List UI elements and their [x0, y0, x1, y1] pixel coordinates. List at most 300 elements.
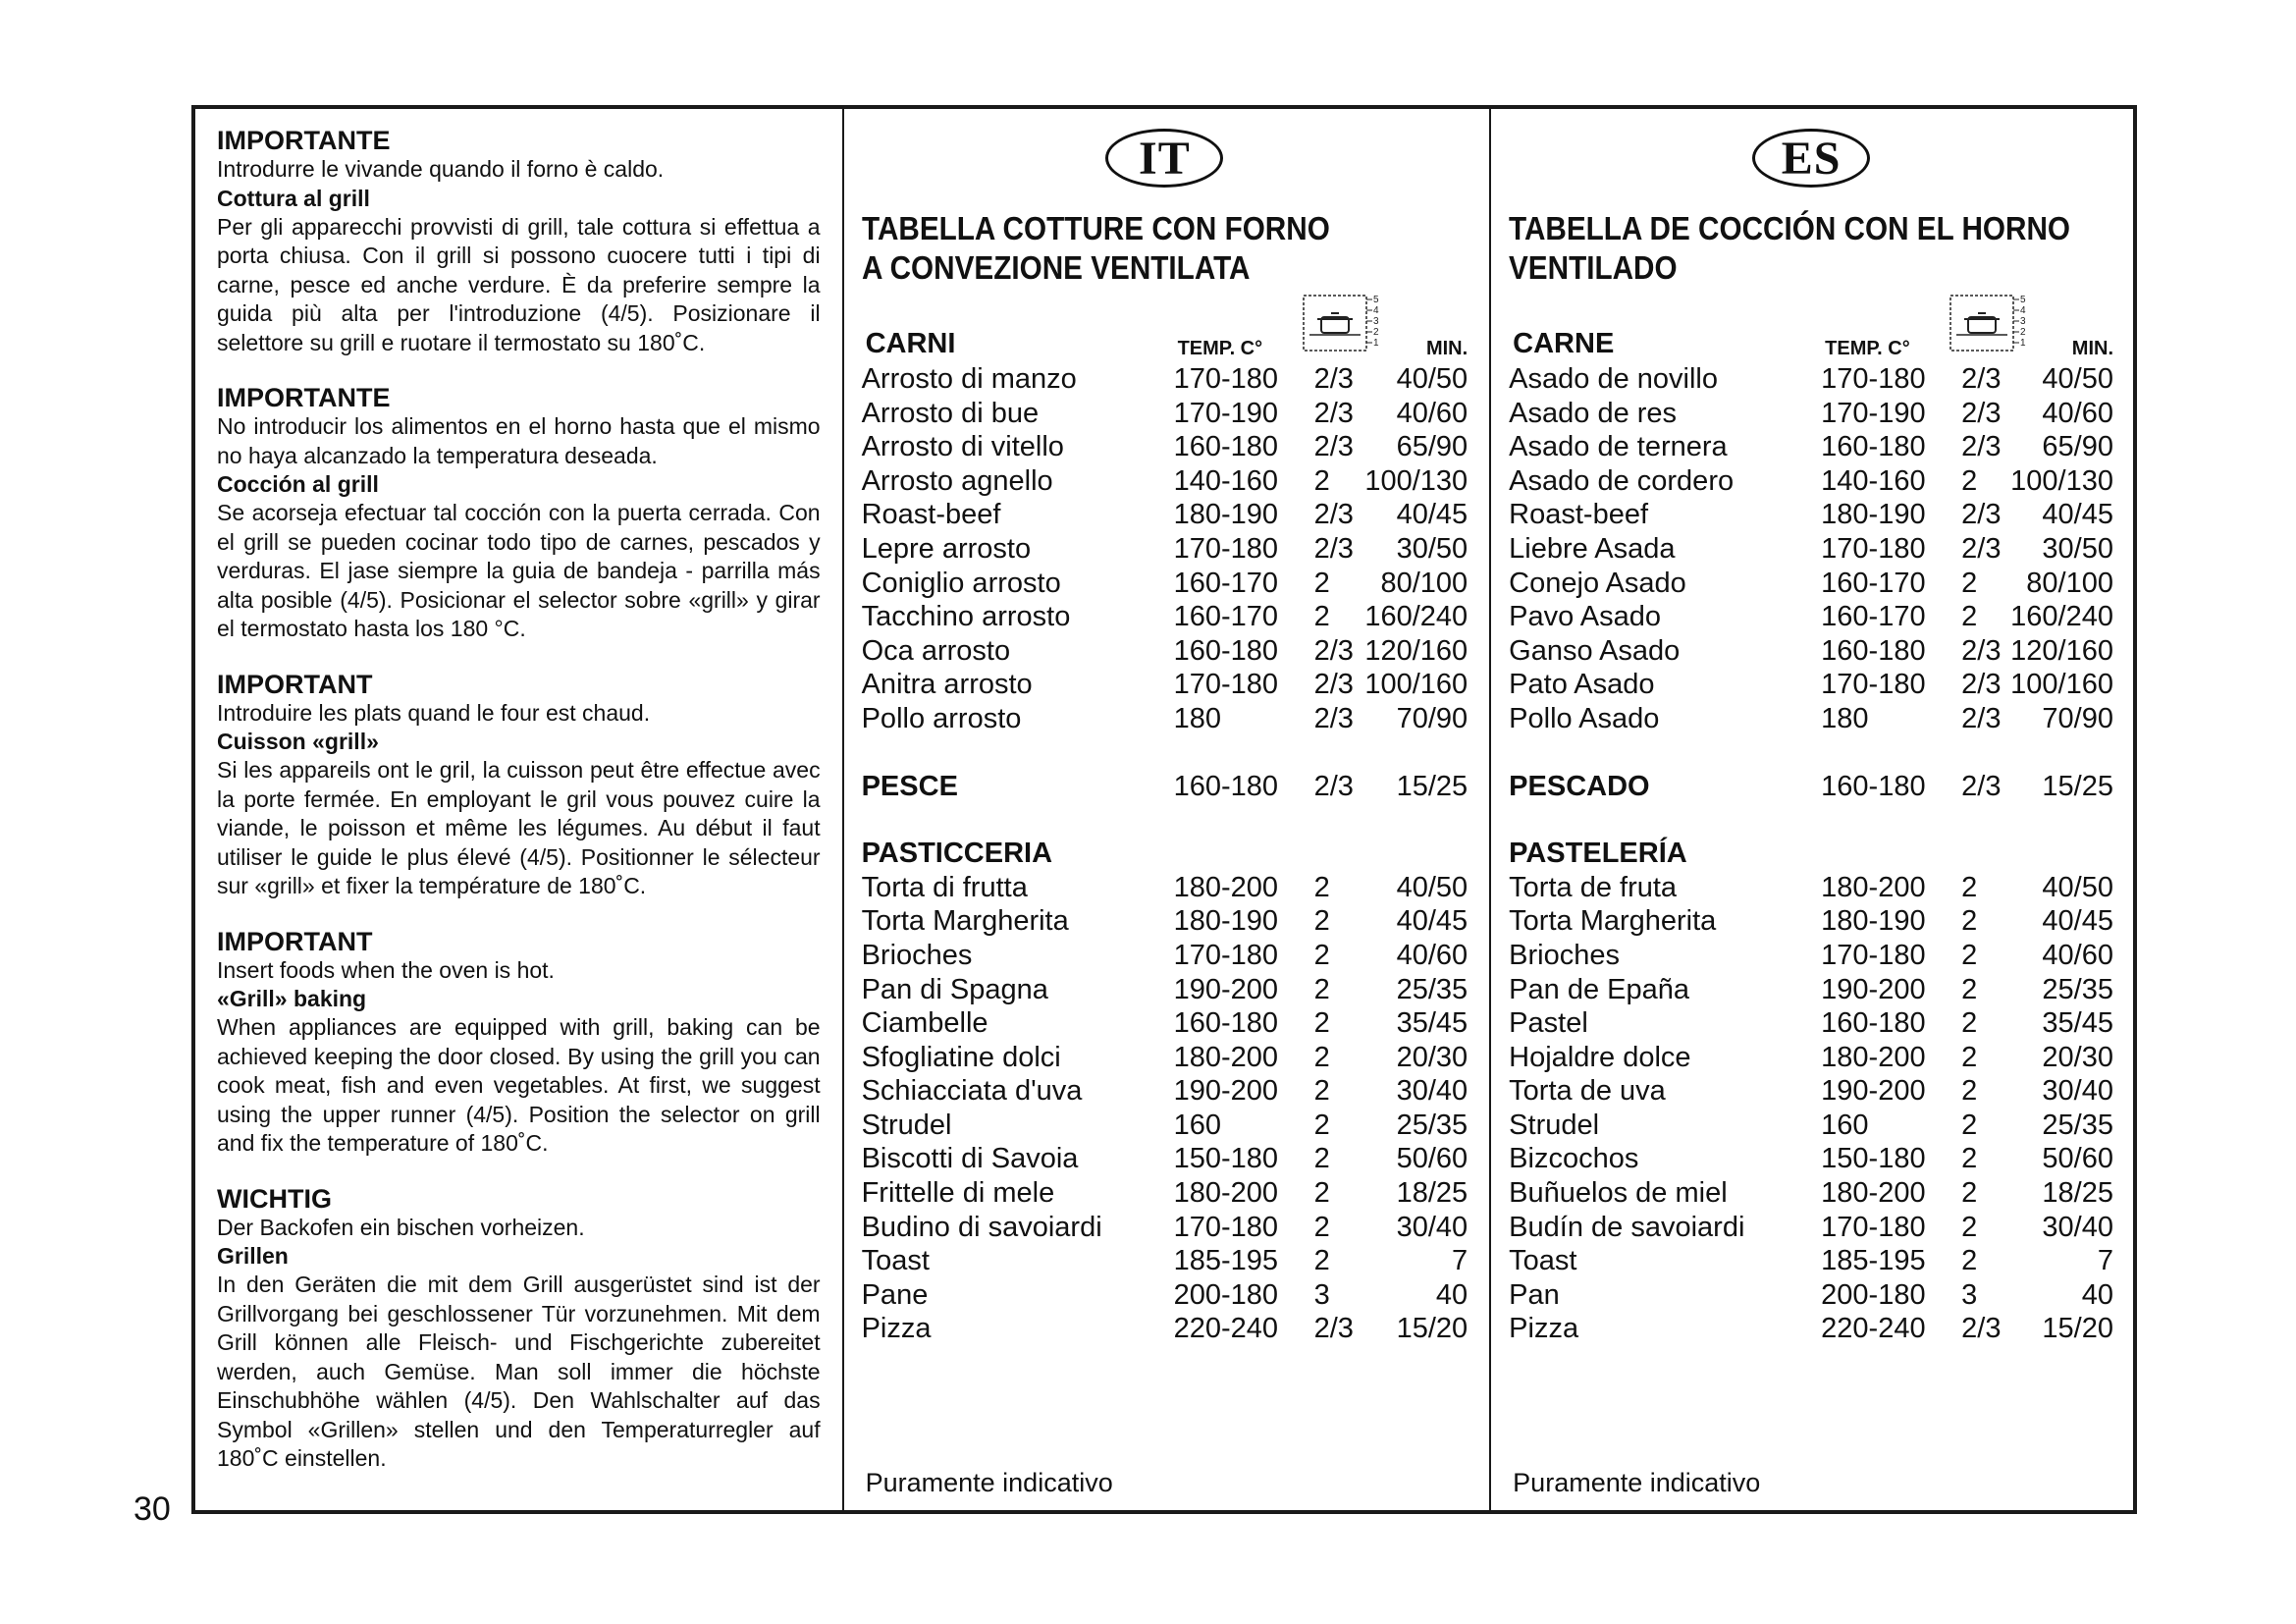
dish-name: Arrosto di bue [861, 397, 1040, 429]
table-title-es [1509, 209, 2112, 288]
table-row [862, 973, 1468, 1007]
table-row [1509, 1312, 2113, 1346]
section-subheading: Cocción al grill [217, 471, 379, 497]
table-row [862, 1074, 1468, 1109]
section-intro: Introduire les plats quand le four est chaud. [217, 699, 651, 726]
section-heading: WICHTIG [217, 1183, 332, 1214]
temperature: 150-180 [1173, 1143, 1279, 1175]
table-row [1509, 567, 2113, 601]
dish-name: Budín de savoiardi [1509, 1211, 1745, 1243]
shelf-level: 2 [1961, 1109, 1978, 1141]
minutes: 40 [2081, 1278, 2113, 1311]
minutes: 20/30 [2042, 1041, 2113, 1073]
minutes: 7 [2097, 1245, 2113, 1277]
shelf-level: 2/3 [1313, 499, 1354, 531]
shelf-level: 2/3 [1313, 1313, 1354, 1345]
minutes: 35/45 [2042, 1007, 2113, 1040]
table-row [862, 634, 1468, 669]
page-number: 30 [133, 1490, 171, 1528]
title-line: A CONVEZIONE VENTILATA [861, 249, 1251, 286]
minutes: 40/50 [2042, 363, 2113, 395]
section-text: When appliances are equipped with grill, baking can be achieved keeping the door closed. By using the grill you can cook meat, fish and even vegetables. At first, we suggest using the upper runner (4/5). Position the selector on grill and fix the temperature of 180˚C. [217, 1014, 821, 1156]
instructions-column [195, 109, 844, 1510]
table-row [862, 1041, 1468, 1075]
table-row [862, 600, 1468, 634]
section-heading: IMPORTANT [217, 926, 373, 956]
shelf-level: 2 [1961, 601, 1978, 633]
temperature: 180-200 [1821, 1177, 1926, 1210]
table-row [862, 567, 1468, 601]
section-heading: IMPORTANTE [217, 126, 391, 155]
minutes: 40/50 [1396, 363, 1468, 395]
temperature: 160-180 [1173, 1007, 1279, 1040]
table-row [1509, 532, 2113, 567]
table-row [1509, 634, 2113, 669]
temperature: 200-180 [1173, 1278, 1279, 1311]
dish-name: Bizcochos [1509, 1143, 1639, 1175]
dish-name: Sfogliatine dolci [861, 1041, 1061, 1073]
table-row [862, 1109, 1468, 1143]
indicative-note-es: Puramente indicativo [1513, 1468, 1761, 1497]
fish-row [862, 770, 1468, 804]
minutes: 40/50 [1396, 871, 1468, 903]
table-row [862, 1142, 1468, 1176]
section-text: In den Geräten die mit dem Grill ausgerüstet sind ist der Grillvorgang bei geschlossener Tür vorzunehmen. Mit dem Grill können alle Fleisch- und Fischgerichte zubereitet werden, auch Gemüse. Man soll immer die höchste Einschubhöhe wählen (4/5). Den Wahlschalter auf das Symbol «Grillen» stellen und den Temperaturregler auf 180˚C einstellen. [217, 1272, 821, 1471]
temperature: 170-180 [1821, 1211, 1926, 1243]
minutes: 50/60 [1396, 1143, 1468, 1175]
shelf-level: 2 [1961, 939, 1978, 971]
temperature: 190-200 [1821, 973, 1926, 1005]
table-row [1509, 1278, 2113, 1313]
temperature: 170-180 [1173, 1211, 1279, 1243]
spanish-table-column [1491, 109, 2133, 1510]
dish-name: Hojaldre dolce [1509, 1041, 1691, 1073]
shelf-level: 2/3 [1313, 397, 1354, 429]
temperature: 170-180 [1173, 669, 1279, 701]
dish-name: Tacchino arrosto [861, 601, 1071, 633]
table-row [1509, 1176, 2113, 1211]
table-row [862, 1211, 1468, 1245]
shelf-level: 2 [1313, 939, 1330, 971]
shelf-level: 2 [1313, 905, 1330, 938]
dish-name: Ciambelle [861, 1007, 988, 1040]
temperature: 190-200 [1173, 973, 1279, 1005]
temperature: 160 [1173, 1109, 1221, 1141]
dish-name: Schiacciata d'uva [861, 1075, 1083, 1108]
shelf-level: 2/3 [1961, 499, 2002, 531]
temperature: 190-200 [1821, 1075, 1926, 1108]
temperature: 180-200 [1173, 1041, 1279, 1073]
temperature: 160-180 [1821, 770, 1926, 802]
shelf-number: 2 [2020, 327, 2026, 338]
section-subheading: Grillen [217, 1243, 289, 1269]
temperature: 160-180 [1821, 634, 1926, 667]
dish-name: Pizza [1509, 1313, 1579, 1345]
temperature: 180-200 [1821, 871, 1926, 903]
temperature: 160-180 [1821, 1007, 1926, 1040]
minutes: 35/45 [1396, 1007, 1468, 1040]
shelf-level: 2 [1961, 464, 1978, 497]
table-row [1509, 904, 2113, 939]
temperature: 170-190 [1821, 397, 1926, 429]
shelf-level: 2/3 [1313, 532, 1354, 565]
fish-row [1509, 770, 2113, 804]
title-line: TABELLA COTTURE CON FORNO [861, 210, 1330, 246]
table-row [1509, 464, 2113, 499]
temperature: 170-180 [1821, 939, 1926, 971]
shelf-level: 2 [1961, 1177, 1978, 1210]
title-line: VENTILADO [1509, 249, 1678, 286]
temperature: 160 [1821, 1109, 1869, 1141]
shelf-level: 2 [1313, 1211, 1330, 1243]
shelf-level: 2 [1961, 871, 1978, 903]
table-row [862, 362, 1468, 397]
instruction-section [217, 1184, 821, 1474]
section-text: Si les appareils ont le gril, la cuisson peut être effectue avec la porte fermée. En employant le gril vous pouvez cuire la viande, le poisson et même les légumes. Au début il faut utiliser le guide le plus élevé (4/5). Positionner le sélecteur sur «grill» et fixer la température de 180˚C. [217, 757, 821, 898]
temperature: 180-200 [1821, 1041, 1926, 1073]
table-row [862, 1244, 1468, 1278]
language-badge-es: ES [1752, 129, 1870, 188]
table-row [862, 1278, 1468, 1313]
dish-name: Arrosto agnello [861, 464, 1053, 497]
minutes: 15/20 [1396, 1313, 1468, 1345]
minutes: 40/45 [1396, 499, 1468, 531]
temperature: 150-180 [1821, 1143, 1926, 1175]
category-carni: CARNI [865, 328, 956, 359]
table-body-es [1509, 362, 2113, 1346]
dish-name: Roast-beef [861, 499, 1001, 531]
dish-name: Pavo Asado [1509, 601, 1661, 633]
shelf-level: 2 [1313, 1245, 1330, 1277]
section-subheading: Cuisson «grill» [217, 729, 379, 754]
shelf-level: 2/3 [1961, 634, 2002, 667]
table-row [1509, 871, 2113, 905]
shelf-number: 2 [1372, 327, 1379, 338]
temperature: 170-180 [1821, 363, 1926, 395]
temperature: 160-180 [1173, 431, 1279, 463]
minutes: 80/100 [2026, 567, 2113, 599]
temperature: 180-190 [1173, 499, 1279, 531]
category-fish: PESCADO [1509, 770, 1650, 802]
dish-name: Lepre arrosto [861, 532, 1032, 565]
dish-name: Pollo Asado [1509, 702, 1660, 734]
temperature: 160-180 [1821, 431, 1926, 463]
shelf-number: 4 [2020, 305, 2026, 316]
shelf-level: 2 [1961, 1041, 1978, 1073]
dish-name: Toast [1509, 1245, 1577, 1277]
temperature: 170-190 [1173, 397, 1279, 429]
language-badge-it: IT [1105, 129, 1223, 188]
shelf-level: 2 [1961, 1075, 1978, 1108]
minutes: 100/130 [1364, 464, 1468, 497]
minutes: 30/50 [1396, 532, 1468, 565]
shelf-level: 2 [1313, 1007, 1330, 1040]
table-row [1509, 1211, 2113, 1245]
dish-name: Arrosto di vitello [861, 431, 1064, 463]
dish-name: Pizza [861, 1313, 932, 1345]
dish-name: Strudel [861, 1109, 952, 1141]
minutes: 25/35 [1396, 1109, 1468, 1141]
dish-name: Asado de res [1509, 397, 1678, 429]
shelf-level: 2 [1961, 567, 1978, 599]
table-row [1509, 1244, 2113, 1278]
dish-name: Torta de uva [1509, 1075, 1666, 1108]
temp-header: TEMP. C° [1177, 338, 1263, 359]
minutes: 15/25 [2042, 770, 2113, 802]
dish-name: Pastel [1509, 1007, 1588, 1040]
table-row [1509, 600, 2113, 634]
table-row [862, 1312, 1468, 1346]
shelf-number: 5 [2020, 295, 2026, 305]
indicative-note-it: Puramente indicativo [865, 1468, 1113, 1497]
min-header: MIN. [2071, 338, 2113, 359]
minutes: 30/40 [2042, 1211, 2113, 1243]
title-line: TABELLA DE COCCIÓN CON EL HORNO [1509, 210, 2071, 246]
shelf-level: 2/3 [1961, 431, 2002, 463]
shelf-level: 2 [1961, 1007, 1978, 1040]
dish-name: Arrosto di manzo [861, 363, 1077, 395]
shelf-level: 2/3 [1961, 770, 2002, 802]
minutes: 20/30 [1396, 1041, 1468, 1073]
dish-name: Pollo arrosto [861, 702, 1022, 734]
shelf-level: 2/3 [1313, 770, 1354, 802]
instruction-section [217, 383, 821, 644]
shelf-level: 3 [1313, 1278, 1330, 1311]
table-header-es [1509, 292, 2113, 362]
italian-table-column [844, 109, 1492, 1510]
section-heading: IMPORTANT [217, 669, 373, 699]
shelf-level: 2 [1313, 1109, 1330, 1141]
temperature: 180-190 [1821, 499, 1926, 531]
shelf-level: 2/3 [1961, 669, 2002, 701]
shelf-level: 2/3 [1313, 363, 1354, 395]
temperature: 220-240 [1173, 1313, 1279, 1345]
dish-name: Asado de ternera [1509, 431, 1728, 463]
minutes: 25/35 [2042, 973, 2113, 1005]
min-header: MIN. [1425, 338, 1468, 359]
shelf-level: 2 [1961, 1211, 1978, 1243]
minutes: 25/35 [1396, 973, 1468, 1005]
dish-name: Oca arrosto [861, 634, 1011, 667]
dish-name: Brioches [1509, 939, 1620, 971]
minutes: 65/90 [2042, 431, 2113, 463]
shelf-number: 5 [1372, 295, 1379, 305]
minutes: 120/160 [1364, 634, 1468, 667]
temperature: 170-180 [1821, 669, 1926, 701]
minutes: 160/240 [1364, 601, 1468, 633]
minutes: 100/160 [1364, 669, 1468, 701]
shelf-number: 1 [2020, 338, 2026, 349]
dish-name: Pan [1509, 1278, 1560, 1311]
shelf-level: 2 [1313, 1177, 1330, 1210]
minutes: 100/130 [2010, 464, 2113, 497]
temperature: 180-190 [1821, 905, 1926, 938]
section-intro: Introdurre le vivande quando il forno è caldo. [217, 156, 665, 182]
dish-name: Pato Asado [1509, 669, 1655, 701]
instruction-section [217, 126, 821, 357]
dish-name: Torta di frutta [861, 871, 1028, 903]
temperature: 185-195 [1821, 1245, 1926, 1277]
shelf-level: 2 [1961, 1245, 1978, 1277]
minutes: 65/90 [1396, 431, 1468, 463]
section-intro: Der Backofen ein bischen vorheizen. [217, 1214, 585, 1240]
table-row [862, 871, 1468, 905]
temperature: 160-170 [1821, 567, 1926, 599]
shelf-level: 2/3 [1961, 1313, 2002, 1345]
minutes: 15/25 [1396, 770, 1468, 802]
shelf-number: 3 [2020, 316, 2026, 327]
shelf-level: 2 [1313, 601, 1330, 633]
table-row [1509, 668, 2113, 702]
dish-name: Budino di savoiardi [861, 1211, 1102, 1243]
shelf-level: 2 [1313, 1143, 1330, 1175]
shelf-level: 2 [1313, 567, 1330, 599]
shelf-level: 2 [1961, 1143, 1978, 1175]
dish-name: Liebre Asada [1509, 532, 1676, 565]
temperature: 220-240 [1821, 1313, 1926, 1345]
dish-name: Pane [861, 1278, 929, 1311]
minutes: 30/40 [1396, 1075, 1468, 1108]
shelf-level: 2/3 [1961, 397, 2002, 429]
dish-name: Biscotti di Savoia [861, 1143, 1079, 1175]
table-row [1509, 1006, 2113, 1041]
table-row [862, 1176, 1468, 1211]
minutes: 40/45 [1396, 905, 1468, 938]
dish-name: Torta Margherita [861, 905, 1069, 938]
table-title-it [862, 209, 1468, 288]
shelf-level: 2 [1313, 1041, 1330, 1073]
minutes: 40/50 [2042, 871, 2113, 903]
shelf-level: 2 [1961, 905, 1978, 938]
shelf-level: 2/3 [1961, 532, 2002, 565]
minutes: 80/100 [1380, 567, 1468, 599]
table-row [862, 397, 1468, 431]
minutes: 18/25 [2042, 1177, 2113, 1210]
temp-header: TEMP. C° [1825, 338, 1910, 359]
temperature: 185-195 [1173, 1245, 1279, 1277]
instruction-section [217, 670, 821, 901]
section-heading: IMPORTANTE [217, 383, 391, 412]
minutes: 50/60 [2042, 1143, 2113, 1175]
temperature: 180-200 [1173, 871, 1279, 903]
section-text: Se acorseja efectuar tal cocción con la puerta cerrada. Con el grill se pueden cocinar todo tipo de carnes, pescados y verduras. El jase siempre la guia de bandeja - parrilla más alta posible (4/5). Posicionar el selector sobre «grill» y girar el termostato hasta los 180 °C. [217, 500, 821, 641]
temperature: 160-170 [1173, 567, 1279, 599]
table-row [1509, 973, 2113, 1007]
oven-shelf-icon [1949, 292, 2027, 354]
table-row [862, 1006, 1468, 1041]
temperature: 170-180 [1173, 532, 1279, 565]
temperature: 180-200 [1173, 1177, 1279, 1210]
dish-name: Pan di Spagna [861, 973, 1048, 1005]
instruction-section [217, 927, 821, 1159]
minutes: 70/90 [2042, 702, 2113, 734]
shelf-level: 2 [1313, 1075, 1330, 1108]
shelf-level: 2 [1961, 973, 1978, 1005]
category-fish: PESCE [861, 770, 958, 802]
table-row [862, 939, 1468, 973]
table-header-it [862, 292, 1468, 362]
table-row [1509, 362, 2113, 397]
dish-name: Torta Margherita [1509, 905, 1717, 938]
table-row [862, 702, 1468, 736]
temperature: 160-170 [1821, 601, 1926, 633]
temperature: 160-180 [1173, 634, 1279, 667]
minutes: 40/45 [2042, 905, 2113, 938]
table-row [1509, 397, 2113, 431]
table-row [862, 668, 1468, 702]
minutes: 120/160 [2010, 634, 2113, 667]
minutes: 30/50 [2042, 532, 2113, 565]
minutes: 25/35 [2042, 1109, 2113, 1141]
temperature: 160-170 [1173, 601, 1279, 633]
minutes: 160/240 [2010, 601, 2113, 633]
dish-name: Conejo Asado [1509, 567, 1686, 599]
section-intro: No introducir los alimentos en el horno hasta que el mismo no haya alcanzado la temperatura deseada. [217, 413, 821, 468]
section-subheading: Cottura al grill [217, 185, 370, 211]
minutes: 40/60 [2042, 939, 2113, 971]
minutes: 7 [1452, 1245, 1468, 1277]
section-intro: Insert foods when the oven is hot. [217, 956, 555, 983]
minutes: 70/90 [1396, 702, 1468, 734]
table-row [1509, 498, 2113, 532]
table-row [862, 430, 1468, 464]
section-text: Per gli apparecchi provvisti di grill, tale cottura si effettua a porta chiusa. Con il grill si possono cuocere tutti i tipi di carne, pesce ed anche verdure. È da preferire sempre la guida più alta per l'introduzione (4/5). Posizionare il selettore su grill e ruotare il termostato su 180˚C. [217, 213, 821, 355]
category-pastry: PASTELERÍA [1509, 838, 1687, 870]
table-row [1509, 1142, 2113, 1176]
section-subheading: «Grill» baking [217, 986, 367, 1011]
minutes: 40 [1435, 1278, 1468, 1311]
table-row [862, 464, 1468, 499]
dish-name: Buñuelos de miel [1509, 1177, 1728, 1210]
category-carne: CARNE [1513, 328, 1615, 359]
minutes: 100/160 [2010, 669, 2113, 701]
minutes: 40/60 [1396, 939, 1468, 971]
shelf-level: 2/3 [1961, 702, 2002, 734]
table-row [1509, 939, 2113, 973]
temperature: 180 [1173, 702, 1221, 734]
table-row [1509, 1109, 2113, 1143]
table-row [1509, 430, 2113, 464]
category-pastry: PASTICCERIA [861, 838, 1053, 870]
shelf-level: 2 [1313, 871, 1330, 903]
temperature: 190-200 [1173, 1075, 1279, 1108]
dish-name: Roast-beef [1509, 499, 1649, 531]
table-body-it [862, 362, 1468, 1346]
table-row [1509, 1074, 2113, 1109]
minutes: 40/60 [1396, 397, 1468, 429]
temperature: 180-190 [1173, 905, 1279, 938]
table-row [862, 498, 1468, 532]
dish-name: Brioches [861, 939, 973, 971]
dish-name: Frittelle di mele [861, 1177, 1055, 1210]
dish-name: Torta de fruta [1509, 871, 1678, 903]
shelf-number: 1 [1372, 338, 1379, 349]
dish-name: Asado de cordero [1509, 464, 1735, 497]
shelf-level: 2 [1313, 464, 1330, 497]
table-row [1509, 1041, 2113, 1075]
shelf-level: 2/3 [1961, 363, 2002, 395]
shelf-level: 3 [1961, 1278, 1978, 1311]
minutes: 40/60 [2042, 397, 2113, 429]
dish-name: Ganso Asado [1509, 634, 1681, 667]
temperature: 140-160 [1173, 464, 1279, 497]
shelf-level: 2 [1313, 973, 1330, 1005]
minutes: 30/40 [2042, 1075, 2113, 1108]
dish-name: Anitra arrosto [861, 669, 1033, 701]
shelf-level: 2/3 [1313, 634, 1354, 667]
shelf-level: 2/3 [1313, 431, 1354, 463]
minutes: 30/40 [1396, 1211, 1468, 1243]
